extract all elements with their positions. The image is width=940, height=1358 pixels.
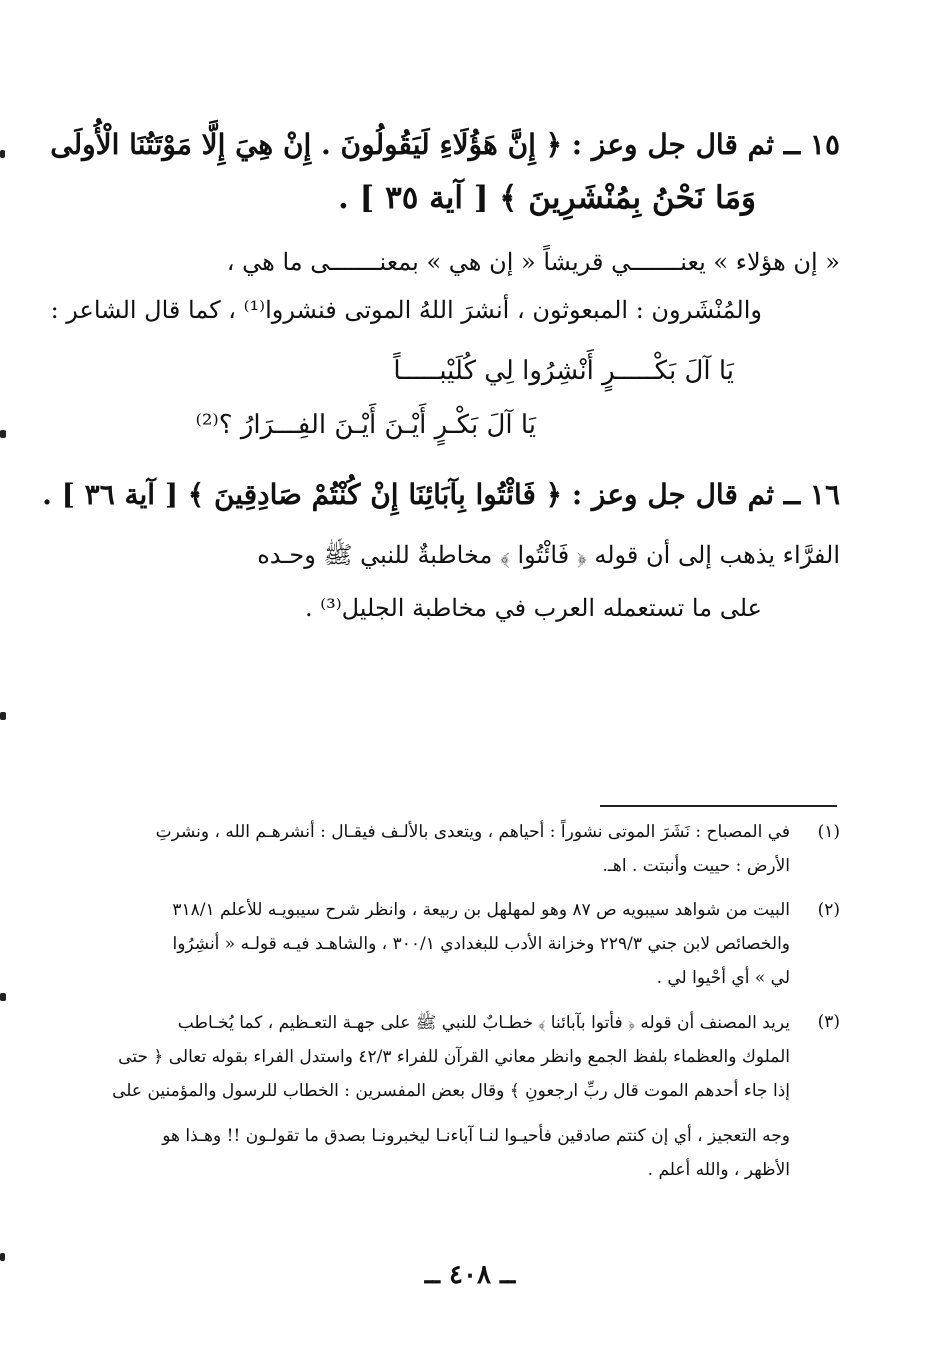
footnote-number: (٢) — [817, 900, 840, 920]
binding-mark — [0, 430, 6, 438]
footnote-line: الملوك والعظماء بلفظ الجمع وانظر معاني القرآن للفراء ٤٢/٣ واستدل الفراء بقوله تعالى ﴿ حتى — [118, 1047, 790, 1067]
footnote-separator — [600, 805, 837, 807]
footnote-line: البيت من شواهد سيبويه ص ٨٧ وهو لمهلهل بن ربيعة ، وانظر شرح سيبويـه للأعلم ٣١٨/١ — [172, 900, 790, 920]
footnote-line: الأظهر ، والله أعلم . — [647, 1160, 790, 1180]
footnote-number: (٣) — [817, 1012, 840, 1032]
binding-mark — [0, 150, 5, 158]
footnote-line: لي » أي أحْيوا لي . — [656, 968, 790, 988]
section-15-heading-continued: وَمَا نَحْنُ بِمُنْشَرِينَ ﴾ [ آية ٣٥ ] . — [338, 180, 756, 216]
footnote-line: إذا جاء أحدهم الموت قال ربِّ ارجعونِ ﴾ وقال بعض المفسرين : الخطاب للرسول والمؤمنين على — [112, 1081, 790, 1101]
binding-mark — [0, 712, 6, 720]
footnote-number: (١) — [817, 822, 840, 842]
commentary-16-line: على ما تستعمله العرب في مخاطبة الجليل⁽³⁾ . — [304, 594, 762, 622]
footnote-line: والخصائص لابن جني ٢٢٩/٣ وخزانة الأدب للبغدادي ٣٠٠/١ ، والشاهـد فيـه قولـه « أنشِرُوا — [172, 934, 790, 954]
section-15-heading: ١٥ ــ ثم قال جل وعز : ﴿ إِنَّ هَؤُلَاءِ لَيَقُولُونَ . إِنْ هِيَ إِلَّا مَوْتَتُنَا الْأُولَى — [50, 128, 840, 161]
footnote-line: الأرض : حييت وأنبتت . اهـ. — [602, 856, 790, 876]
commentary-15-line: والمُنْشَرون : المبعوثون ، أنشرَ اللهُ الموتى فنشروا⁽¹⁾ ، كما قال الشاعر : — [50, 296, 762, 324]
footnote-line: في المصباح : نَشَرَ الموتى نشوراً : أحياهم ، ويتعدى بالألـف فيقـال : أنشرهـم الله ، ونشرتِ — [155, 822, 790, 842]
commentary-15-line: « إن هؤلاء » يعنـــــــي قريشاً « إن هي » بمعنـــــــى ما هي ، — [226, 248, 840, 276]
commentary-16-line: الفرَّاء يذهب إلى أن قوله ﴿ فَائْتُوا ﴾ مخاطبةٌ للنبي ﷺ وحـده — [257, 541, 840, 569]
footnote-line: يريد المصنف أن قوله ﴿ فأتوا بآبائنا ﴾ خطـابٌ للنبي ﷺ على جهـة التعـظيم ، كما يُخـاطب — [177, 1013, 790, 1033]
binding-mark — [0, 993, 6, 1001]
poetry-verse: يَا آلَ بَكْـــــرٍ أَنْشِرُوا لِي كُلَيْبـــــاً — [393, 356, 734, 386]
section-16-heading: ١٦ ــ ثم قال جل وعز : ﴿ فَائْتُوا بِآبَائِنَا إِنْ كُنْتُمْ صَادِقِينَ ﴾ [ آية ٣٦ ] . — [42, 478, 840, 511]
poetry-verse: يَا آلَ بَكْـرٍ أَيْـنَ أَيْـنَ الفِـــرَارُ ؟⁽²⁾ — [195, 410, 536, 440]
footnote-line: وجه التعجيز ، أي إن كنتم صادقين فأحيـوا لنـا آباءنـا ليخبرونـا بصدق ما تقولـون !! وهـذا هو — [162, 1126, 790, 1146]
page-number: ــ ٤٠٨ ــ — [424, 1260, 516, 1290]
